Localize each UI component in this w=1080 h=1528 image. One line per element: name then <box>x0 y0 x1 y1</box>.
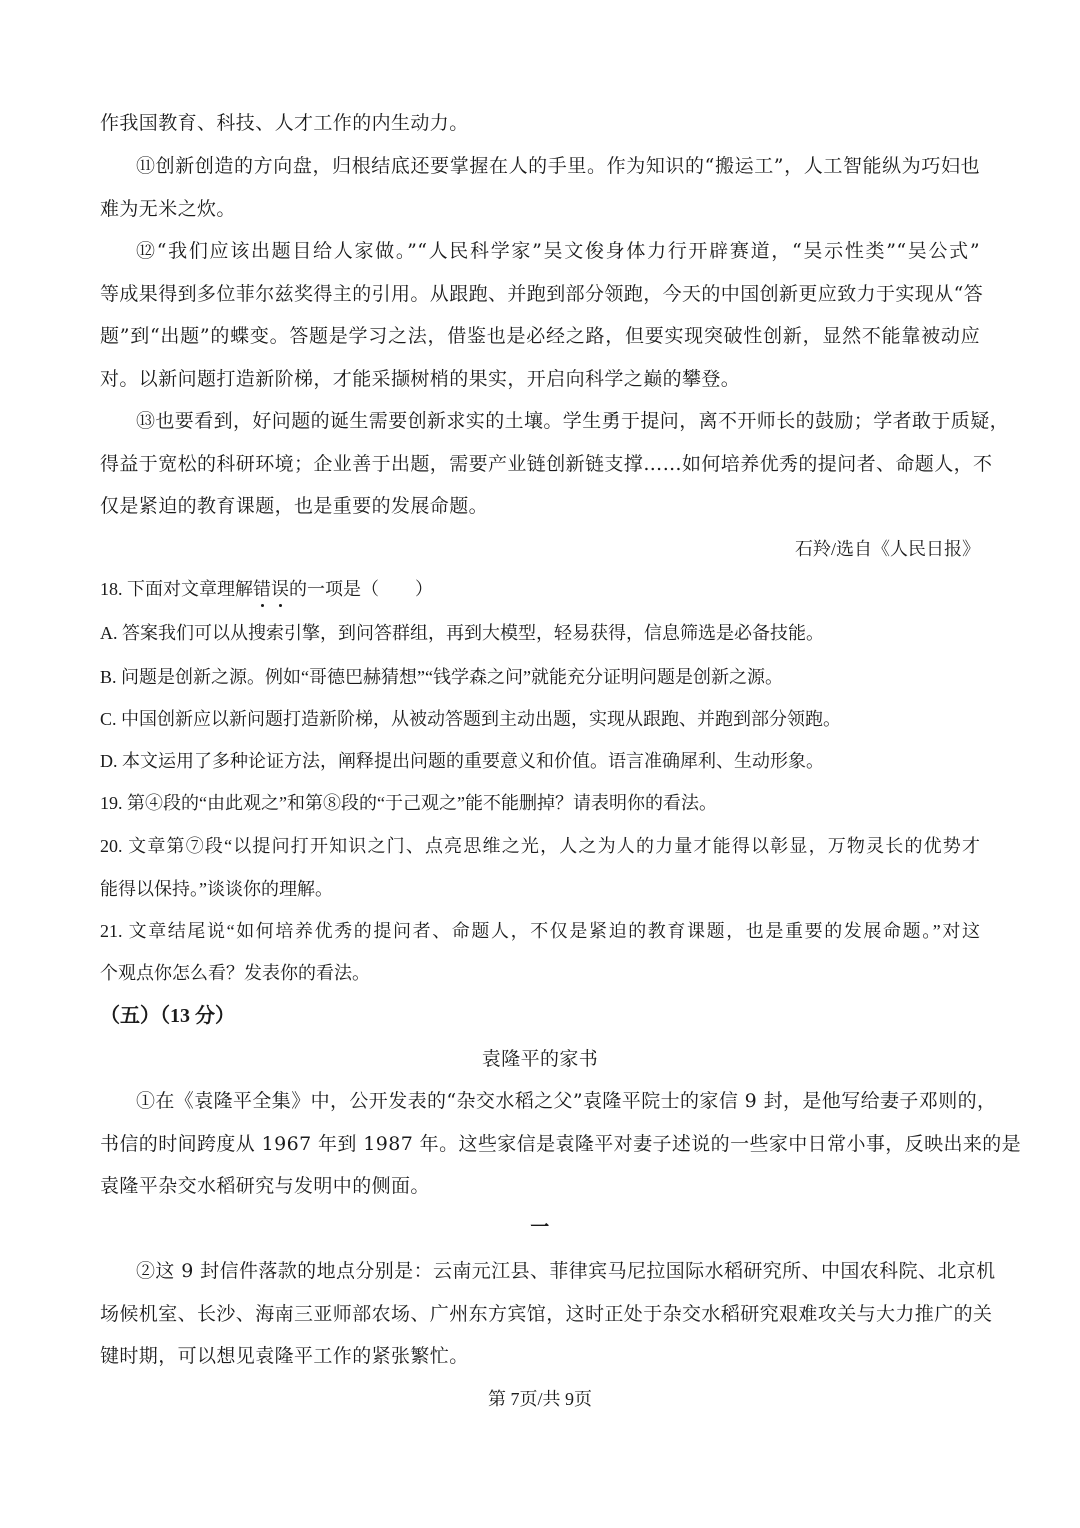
letter-paragraph-2-line: 场候机室、长沙、海南三亚师部农场、广州东方宾馆，这时正处于杂交水稻研究艰难攻关与大力推广的关 <box>100 1303 993 1325</box>
page-number: 第 7页/共 9页 <box>487 1389 592 1409</box>
question-18-emphasis: 误 <box>271 576 289 602</box>
paragraph-12-line: 等成果得到多位菲尔兹奖得主的引用。从跟跑、并跑到部分领跑，今天的中国创新更应致力于实现从“答 <box>100 283 984 305</box>
article-title: 袁隆平的家书 <box>481 1048 599 1070</box>
paragraph-13-line: ⑬也要看到，好问题的诞生需要创新求实的土壤。学生勇于提问，离不开师长的鼓励；学者敢于质疑， <box>136 410 1010 432</box>
question-18-suffix: 的一项是（ ） <box>289 579 433 599</box>
question-18 <box>100 576 980 602</box>
section-heading: （五）（13 分） <box>100 1005 235 1027</box>
paragraph-13-line: 仅是紧迫的教育课题，也是重要的发展命题。 <box>100 495 489 517</box>
article-line: 作我国教育、科技、人才工作的内生动力。 <box>100 112 469 134</box>
letter-paragraph-1-line: ①在《袁隆平全集》中，公开发表的“杂交水稻之父”袁隆平院士的家信 9 封，是他写给妻子邓则的， <box>136 1090 997 1112</box>
paragraph-12-line: 对。以新问题打造新阶梯，才能采撷树梢的果实，开启向科学之巅的攀登。 <box>100 368 741 390</box>
question-21-line: 21. 文章结尾说“如何培养优秀的提问者、命题人，不仅是紧迫的教育课题，也是重要的发展命题。”对这 <box>100 921 980 941</box>
paragraph-11-line: ⑪创新创造的方向盘，归根结底还要掌握在人的手里。作为知识的“搬运工”，人工智能纵为巧妇也 <box>136 155 980 177</box>
letter-paragraph-2-line: ②这 9 封信件落款的地点分别是：云南元江县、菲律宾马尼拉国际水稻研究所、中国农科院、北京机 <box>136 1260 996 1282</box>
paragraph-12-line: 题”到“出题”的蝶变。答题是学习之法，借鉴也是必经之路，但要实现突破性创新，显然不能靠被动应 <box>100 325 980 347</box>
article-source: 石羚/选自《人民日报》 <box>795 539 980 559</box>
part-marker: 一 <box>530 1216 550 1238</box>
question-19: 19. 第④段的“由此观之”和第⑧段的“于己观之”能不能删掉？请表明你的看法。 <box>100 793 717 813</box>
question-20-line: 能得以保持。”谈谈你的理解。 <box>100 879 333 899</box>
question-18-prefix: 18. 下面对文章理解 <box>100 579 253 599</box>
letter-paragraph-1-line: 书信的时间跨度从 1967 年到 1987 年。这些家信是袁隆平对妻子述说的一些家中日常小事，反映出来的是 <box>100 1133 1022 1155</box>
option-d: D. 本文运用了多种论证方法，阐释提出问题的重要意义和价值。语言准确犀利、生动形象。 <box>100 751 824 771</box>
option-b: B. 问题是创新之源。例如“哥德巴赫猜想”“钱学森之问”就能充分证明问题是创新之源。 <box>100 667 783 687</box>
question-18-emphasis: 错 <box>253 576 271 602</box>
paragraph-12-line: ⑫“我们应该出题目给人家做。”“人民科学家”吴文俊身体力行开辟赛道，“吴示性类”“吴公式” <box>136 240 980 262</box>
question-20-line: 20. 文章第⑦段“以提问打开知识之门、点亮思维之光，人之为人的力量才能得以彰显，万物灵长的优势才 <box>100 836 980 856</box>
option-a: A. 答案我们可以从搜索引擎，到问答群组，再到大模型，轻易获得，信息筛选是必备技能。 <box>100 623 824 643</box>
letter-paragraph-1-line: 袁隆平杂交水稻研究与发明中的侧面。 <box>100 1175 430 1197</box>
paragraph-11-line: 难为无米之炊。 <box>100 198 236 220</box>
letter-paragraph-2-line: 键时期，可以想见袁隆平工作的紧张繁忙。 <box>100 1345 469 1367</box>
paragraph-13-line: 得益于宽松的科研环境；企业善于出题，需要产业链创新链支撑……如何培养优秀的提问者、命题人，不 <box>100 453 993 475</box>
question-21-line: 个观点你怎么看？发表你的看法。 <box>100 963 370 983</box>
option-c: C. 中国创新应以新问题打造新阶梯，从被动答题到主动出题，实现从跟跑、并跑到部分领跑。 <box>100 709 842 729</box>
